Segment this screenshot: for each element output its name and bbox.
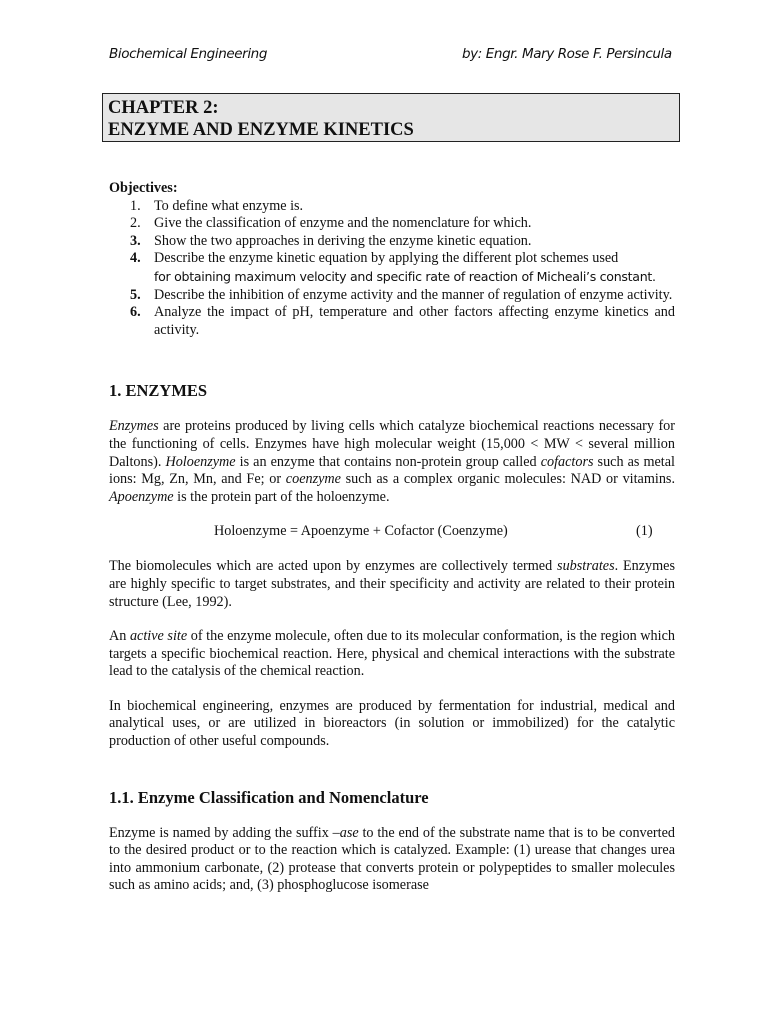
- objective-number: 4.: [130, 250, 141, 267]
- equation-number: (1): [636, 523, 653, 540]
- term-coenzyme: coenzyme: [285, 471, 341, 488]
- section-heading-classification: 1.1. Enzyme Classification and Nomenclature: [109, 787, 429, 807]
- objective-text: Analyze the impact of pH, temperature and other factors affecting enzyme kinetics and activity.: [154, 304, 675, 338]
- objective-text: Describe the inhibition of enzyme activity and the manner of regulation of enzyme activity.: [154, 286, 673, 303]
- term-cofactors: cofactors: [540, 453, 594, 470]
- term-enzymes: Enzymes: [109, 418, 159, 435]
- objective-number: 2.: [130, 215, 141, 232]
- objective-number: 3.: [130, 232, 141, 249]
- running-header-author: by: Engr. Mary Rose F. Persincula: [462, 46, 672, 62]
- objective-item: [109, 250, 675, 286]
- term-substrates: substrates: [557, 558, 615, 575]
- objective-text-continued: for obtaining maximum velocity and specific rate of reaction of Micheali’s constant.: [154, 268, 656, 284]
- objective-item: [109, 304, 675, 339]
- objective-text: To define what enzyme is.: [154, 197, 304, 214]
- objective-item: [109, 287, 675, 305]
- equation-text: Holoenzyme = Apoenzyme + Cofactor (Coenzyme): [214, 523, 508, 540]
- objective-text: Give the classification of enzyme and the nomenclature for which.: [154, 215, 532, 232]
- objectives-title: Objectives:: [109, 180, 178, 196]
- term-holoenzyme: Holoenzyme: [165, 453, 236, 470]
- objective-number: 6.: [130, 304, 141, 321]
- equation-1: [109, 523, 675, 541]
- paragraph-enzymes-definition: Enzymes are proteins produced by living cells which catalyze biochemical reactions necessary for the functioning of cells. Enzymes have high molecular weight (15,000 < MW < several million Daltons). Holoenzyme is an enzyme that contains non-protein group called cofactors such as metal ions: Mg, Zn, Mn, and Fe; or coenzyme such as a complex organic molecules: NAD or vitamins. Apoenzyme is the protein part of the holoenzyme.: [109, 418, 675, 505]
- term-ase-suffix: –ase: [332, 824, 359, 841]
- paragraph-applications: In biochemical engineering, enzymes are produced by fermentation for industrial, medical and analytical uses, or are utilized in bioreactors (in solution or immobilized) for the catalytic production of other useful compounds.: [109, 697, 675, 750]
- term-active-site: active site: [129, 628, 188, 645]
- paragraph-substrates: The biomolecules which are acted upon by enzymes are collectively termed substrates. Enzymes are highly specific to target substrates, and their specificity and activity are related to their protein structure (Lee, 1992).: [109, 558, 675, 610]
- term-apoenzyme: Apoenzyme: [109, 488, 174, 505]
- objective-item: [109, 215, 675, 233]
- objective-text: Show the two approaches in deriving the enzyme kinetic equation.: [154, 232, 532, 249]
- objective-text: Describe the enzyme kinetic equation by applying the different plot schemes used: [154, 250, 619, 267]
- chapter-title-box: [102, 93, 680, 142]
- objective-number: 1.: [130, 197, 141, 214]
- paragraph-nomenclature: Enzyme is named by adding the suffix –ase to the end of the substrate name that is to be converted to the desired product or to the reaction which is catalyzed. Example: (1) urease that changes urea into ammonium carbonate, (2) protease that converts protein or polypeptides to smaller molecules such as amino acids; and, (3) phosphoglucose isomerase: [109, 824, 675, 894]
- running-header-title: Biochemical Engineering: [109, 46, 267, 62]
- objective-item: [109, 233, 675, 251]
- objective-number: 5.: [130, 286, 141, 303]
- section-heading-enzymes: 1. ENZYMES: [109, 381, 208, 401]
- chapter-title: ENZYME AND ENZYME KINETICS: [108, 120, 414, 140]
- paragraph-active-site: An active site of the enzyme molecule, often due to its molecular conformation, is the region which targets a specific biochemical reaction. Here, physical and chemical interactions with the substrate lead to the catalysis of the chemical reaction.: [109, 628, 675, 680]
- objectives-list: [109, 198, 675, 340]
- objective-item: [109, 198, 675, 216]
- document-body: [109, 180, 675, 895]
- chapter-number: CHAPTER 2:: [108, 98, 219, 118]
